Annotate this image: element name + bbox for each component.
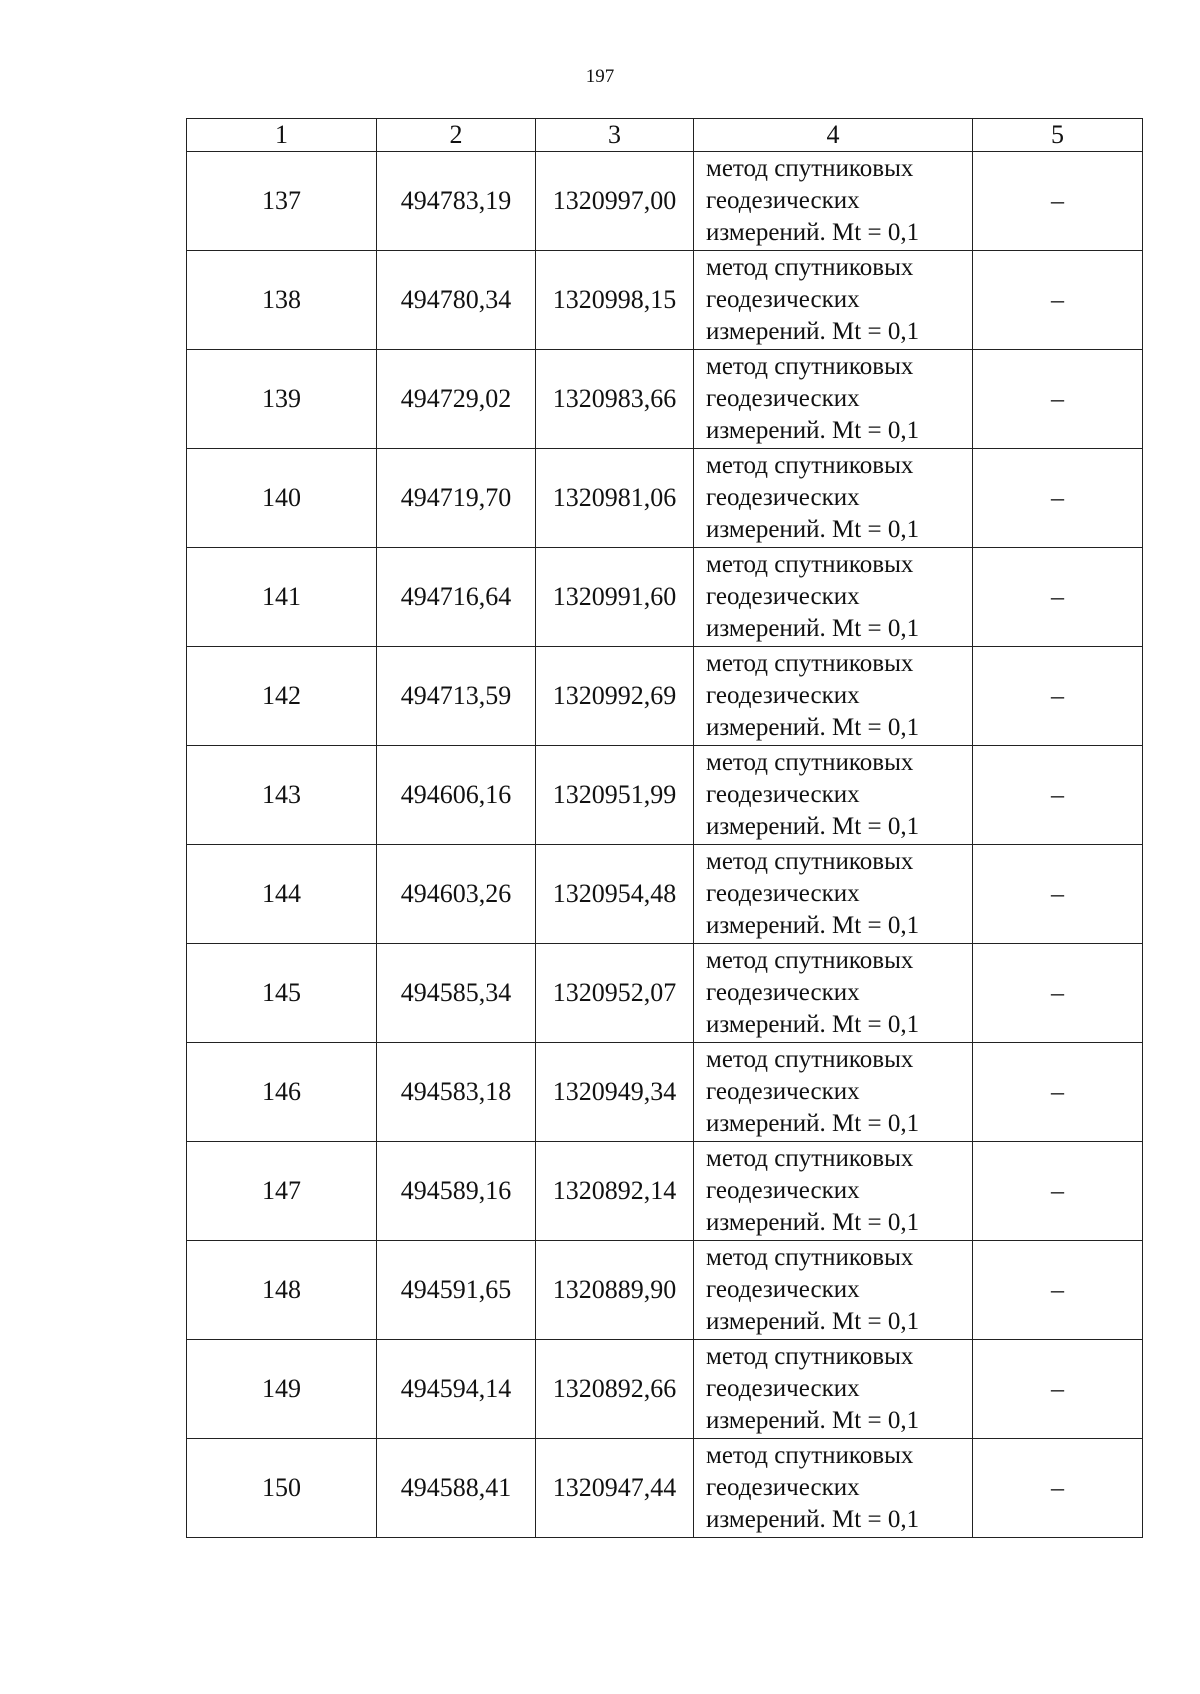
coordinate-x-cell: 494594,14 [377,1340,536,1439]
point-number-cell: 139 [187,350,377,449]
table-row [187,449,1143,548]
table-row [187,845,1143,944]
note-cell: – [973,1241,1143,1340]
table-body [187,152,1143,1538]
header-col-5: 5 [973,119,1143,152]
method-cell [694,1340,973,1439]
note-cell: – [973,251,1143,350]
method-text-line: метод спутниковых [706,1046,914,1073]
method-cell [694,548,973,647]
method-text-line: измерений. Mt = 0,1 [706,1011,920,1038]
table-row [187,152,1143,251]
note-cell: – [973,350,1143,449]
header-col-3: 3 [536,119,694,152]
note-cell: – [973,1439,1143,1538]
table-row [187,548,1143,647]
method-text-line: метод спутниковых [706,749,914,776]
method-text-line: измерений. Mt = 0,1 [706,1308,920,1335]
method-text-line: геодезических [706,583,860,610]
table-row [187,1043,1143,1142]
point-number-cell: 149 [187,1340,377,1439]
method-text-line: геодезических [706,484,860,511]
coordinate-x-cell: 494588,41 [377,1439,536,1538]
note-cell: – [973,944,1143,1043]
method-text-line: геодезических [706,1474,860,1501]
table-row [187,944,1143,1043]
point-number-cell: 150 [187,1439,377,1538]
coordinate-x-cell: 494606,16 [377,746,536,845]
method-text-line: геодезических [706,781,860,808]
method-cell [694,746,973,845]
method-text-line: метод спутниковых [706,1244,914,1271]
method-text-line: измерений. Mt = 0,1 [706,417,920,444]
method-text-line: измерений. Mt = 0,1 [706,516,920,543]
coordinate-y-cell: 1320949,34 [536,1043,694,1142]
method-text-line: геодезических [706,385,860,412]
method-text-line: метод спутниковых [706,947,914,974]
method-cell [694,449,973,548]
page-number: 197 [585,66,615,87]
coordinate-x-cell: 494719,70 [377,449,536,548]
coordinate-y-cell: 1320892,66 [536,1340,694,1439]
method-text-line: метод спутниковых [706,848,914,875]
point-number-cell: 147 [187,1142,377,1241]
note-cell: – [973,548,1143,647]
coordinate-x-cell: 494713,59 [377,647,536,746]
note-cell: – [973,449,1143,548]
coordinate-y-cell: 1320952,07 [536,944,694,1043]
table-row [187,1439,1143,1538]
note-cell: – [973,647,1143,746]
coordinate-x-cell: 494716,64 [377,548,536,647]
method-text-line: геодезических [706,1276,860,1303]
method-text-line: метод спутниковых [706,452,914,479]
coordinate-x-cell: 494729,02 [377,350,536,449]
table-header [187,119,1143,152]
method-text-line: метод спутниковых [706,1442,914,1469]
point-number-cell: 145 [187,944,377,1043]
coordinate-x-cell: 494591,65 [377,1241,536,1340]
method-text-line: геодезических [706,1177,860,1204]
header-col-1: 1 [187,119,377,152]
method-text-line: геодезических [706,979,860,1006]
method-text-line: метод спутниковых [706,650,914,677]
coordinate-y-cell: 1320951,99 [536,746,694,845]
point-number-cell: 144 [187,845,377,944]
method-text-line: геодезических [706,286,860,313]
method-cell [694,1043,973,1142]
coordinate-y-cell: 1320992,69 [536,647,694,746]
coordinate-y-cell: 1320892,14 [536,1142,694,1241]
method-cell [694,1241,973,1340]
method-text-line: измерений. Mt = 0,1 [706,912,920,939]
method-text-line: геодезических [706,187,860,214]
table-row [187,251,1143,350]
method-text-line: измерений. Mt = 0,1 [706,1407,920,1434]
point-number-cell: 146 [187,1043,377,1142]
table-row [187,350,1143,449]
method-text-line: геодезических [706,682,860,709]
method-text-line: метод спутниковых [706,155,914,182]
header-col-4: 4 [694,119,973,152]
method-text-line: метод спутниковых [706,551,914,578]
coordinate-y-cell: 1320991,60 [536,548,694,647]
table-row [187,1241,1143,1340]
coordinate-y-cell: 1320981,06 [536,449,694,548]
header-col-2: 2 [377,119,536,152]
method-text-line: измерений. Mt = 0,1 [706,1209,920,1236]
point-number-cell: 137 [187,152,377,251]
method-cell [694,152,973,251]
method-text-line: измерений. Mt = 0,1 [706,219,920,246]
coordinate-y-cell: 1320983,66 [536,350,694,449]
note-cell: – [973,152,1143,251]
coordinate-x-cell: 494603,26 [377,845,536,944]
note-cell: – [973,1340,1143,1439]
point-number-cell: 140 [187,449,377,548]
point-number-cell: 143 [187,746,377,845]
note-cell: – [973,746,1143,845]
coordinate-y-cell: 1320997,00 [536,152,694,251]
coordinate-y-cell: 1320947,44 [536,1439,694,1538]
coordinate-y-cell: 1320998,15 [536,251,694,350]
point-number-cell: 141 [187,548,377,647]
method-text-line: метод спутниковых [706,254,914,281]
table-row [187,647,1143,746]
method-text-line: измерений. Mt = 0,1 [706,714,920,741]
method-cell [694,1439,973,1538]
method-text-line: геодезических [706,1078,860,1105]
method-text-line: метод спутниковых [706,353,914,380]
coordinate-x-cell: 494585,34 [377,944,536,1043]
method-cell [694,647,973,746]
method-text-line: геодезических [706,880,860,907]
point-number-cell: 148 [187,1241,377,1340]
method-text-line: метод спутниковых [706,1145,914,1172]
point-number-cell: 138 [187,251,377,350]
note-cell: – [973,1043,1143,1142]
coordinate-x-cell: 494783,19 [377,152,536,251]
method-cell [694,944,973,1043]
header-row [187,119,1143,152]
coordinate-y-cell: 1320889,90 [536,1241,694,1340]
method-cell [694,350,973,449]
method-text-line: измерений. Mt = 0,1 [706,615,920,642]
coordinates-table [186,118,1143,1538]
table-row [187,746,1143,845]
table-row [187,1142,1143,1241]
method-cell [694,251,973,350]
method-text-line: измерений. Mt = 0,1 [706,318,920,345]
method-text-line: измерений. Mt = 0,1 [706,1110,920,1137]
note-cell: – [973,1142,1143,1241]
coordinate-x-cell: 494583,18 [377,1043,536,1142]
method-text-line: измерений. Mt = 0,1 [706,813,920,840]
table-row [187,1340,1143,1439]
point-number-cell: 142 [187,647,377,746]
coordinate-y-cell: 1320954,48 [536,845,694,944]
method-text-line: измерений. Mt = 0,1 [706,1506,920,1533]
note-cell: – [973,845,1143,944]
coordinate-x-cell: 494780,34 [377,251,536,350]
method-cell [694,845,973,944]
coordinate-x-cell: 494589,16 [377,1142,536,1241]
method-text-line: метод спутниковых [706,1343,914,1370]
method-text-line: геодезических [706,1375,860,1402]
method-cell [694,1142,973,1241]
